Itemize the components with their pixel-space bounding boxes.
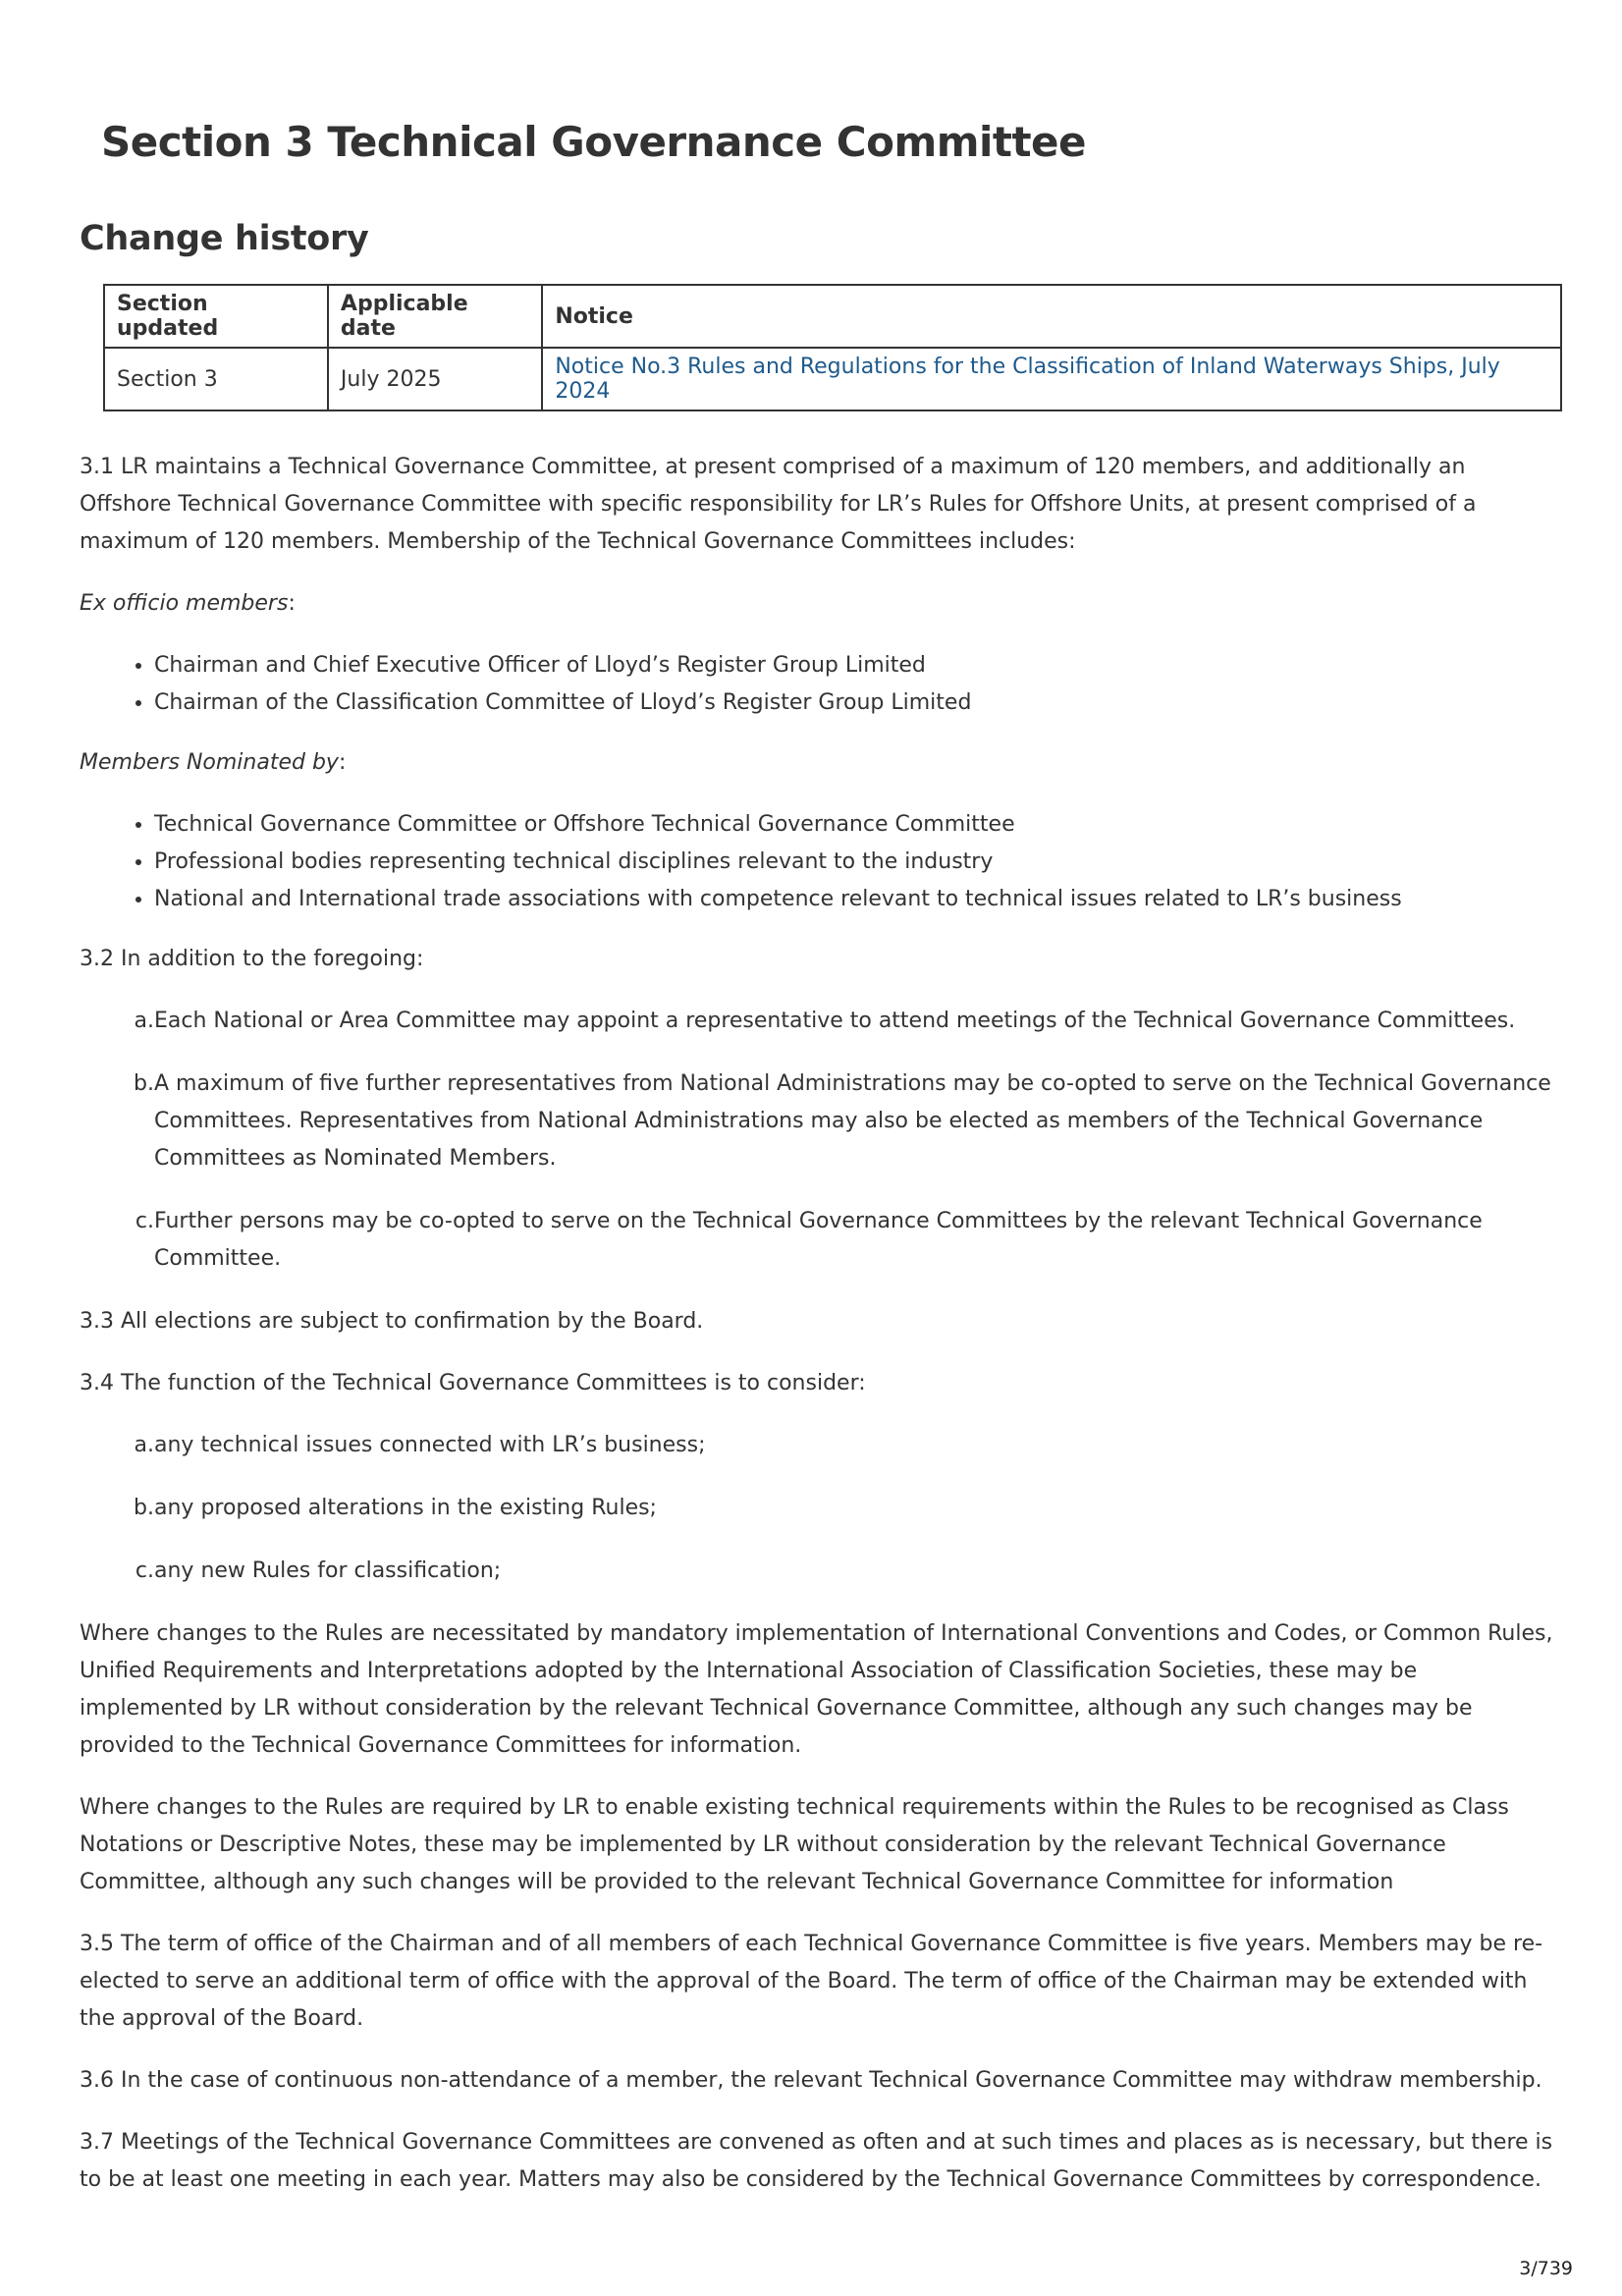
paragraph-3-5: 3.5 The term of office of the Chairman and of all members of each Technical Governance Committee is five years. Members may be re-elected to serve an additional term of office with the approval of the Board. The term of office of the Chairman may be extended with the approval of the Board. <box>80 1932 1543 2031</box>
list-marker: a. <box>134 1433 154 1457</box>
notice-link[interactable]: Notice No.3 Rules and Regulations for the Classification of Inland Waterways Ships, July 2024 <box>542 348 1561 410</box>
list-text: A maximum of five further representatives from National Administrations may be co-opted to serve on the Technical Governance Committees. Representatives from National Administrations may also be elected as members of the Technical Governance Committees as Nominated Members. <box>154 1071 1551 1171</box>
list-item: • Chairman and Chief Executive Officer of Lloyd’s Register Group Limited <box>154 647 1562 684</box>
paragraph-where-2: Where changes to the Rules are required by LR to enable existing technical requirements within the Rules to be recognised as Class Notations or Descriptive Notes, these may be implemented by LR without consideration by the relevant Technical Governance Committee, although any such changes will be provided to the relevant Technical Governance Committee for information <box>80 1795 1509 1894</box>
list-text: any technical issues connected with LR’s business; <box>154 1433 706 1457</box>
paragraph-3-2: 3.2 In addition to the foregoing: <box>80 947 424 971</box>
list-item <box>80 1490 1562 1527</box>
list-text: Each National or Area Committee may appoint a representative to attend meetings of the Technical Governance Committees. <box>154 1009 1516 1033</box>
column-header-date: Applicable date <box>328 285 542 348</box>
list-text: Further persons may be co-opted to serve on the Technical Governance Committees by the relevant Technical Governance Committee. <box>154 1209 1483 1271</box>
ex-officio-label-line <box>80 585 1562 623</box>
column-header-section: Section updated <box>104 285 328 348</box>
list-text: any new Rules for classification; <box>154 1558 502 1583</box>
ex-officio-colon: : <box>288 591 296 616</box>
paragraph-where-1: Where changes to the Rules are necessitated by mandatory implementation of International Conventions and Codes, or Common Rules, Unified Requirements and Interpretations adopted by the International Association of Classification Societies, these may be implemented by LR without consideration by the relevant Technical Governance Committee, although any such changes may be provided to the Technical Governance Committees for information. <box>80 1621 1553 1758</box>
change-history-table <box>103 284 1562 411</box>
cell-section: Section 3 <box>104 348 328 410</box>
list-item: • National and International trade associations with competence relevant to technical issues related to LR’s business <box>154 881 1562 918</box>
page-title: Section 3 Technical Governance Committee <box>101 118 1087 166</box>
list-marker: c. <box>135 1209 154 1233</box>
list-text: any proposed alterations in the existing Rules; <box>154 1496 657 1520</box>
list-item <box>80 1003 1562 1040</box>
list-marker: c. <box>135 1558 154 1583</box>
list-item <box>80 1203 1562 1278</box>
nominated-label: Members Nominated by <box>80 750 339 775</box>
document-page <box>80 118 1562 2223</box>
list-marker: b. <box>134 1496 154 1520</box>
cell-date: July 2025 <box>328 348 542 410</box>
list-item: • Chairman of the Classification Committee of Lloyd’s Register Group Limited <box>154 684 1562 722</box>
list-marker: b. <box>134 1071 154 1096</box>
nominated-list <box>80 806 1562 918</box>
list-item: • Technical Governance Committee or Offshore Technical Governance Committee <box>154 806 1562 844</box>
list-3-2 <box>80 1003 1562 1278</box>
list-item <box>80 1553 1562 1590</box>
list-item: • Professional bodies representing technical disciplines relevant to the industry <box>154 844 1562 881</box>
paragraph-3-1: 3.1 LR maintains a Technical Governance Committee, at present comprised of a maximum of 120 members, and additionally an Offshore Technical Governance Committee with specific responsibility for LR’s Rules for Offshore Units, at present comprised of a maximum of 120 members. Membership of the Technical Governance Committees includes: <box>80 455 1477 554</box>
table-header-row <box>104 285 1561 348</box>
paragraph-3-7: 3.7 Meetings of the Technical Governance Committees are convened as often and at such times and places as is necessary, but there is to be at least one meeting in each year. Matters may also be considered by the Technical Governance Committees by correspondence. <box>80 2130 1553 2192</box>
nominated-label-line <box>80 744 1562 782</box>
table-row <box>104 348 1561 410</box>
ex-officio-label: Ex officio members <box>80 591 289 616</box>
page-number: 3/739 <box>1519 2258 1573 2279</box>
list-item <box>80 1066 1562 1177</box>
list-item <box>80 1427 1562 1464</box>
ex-officio-list <box>80 647 1562 722</box>
nominated-colon: : <box>338 750 347 775</box>
list-marker: a. <box>134 1009 154 1033</box>
change-history-heading: Change history <box>80 219 369 258</box>
paragraph-3-3: 3.3 All elections are subject to confirmation by the Board. <box>80 1309 704 1334</box>
paragraph-3-4: 3.4 The function of the Technical Governance Committees is to consider: <box>80 1371 866 1395</box>
column-header-notice: Notice <box>542 285 1561 348</box>
paragraph-3-6: 3.6 In the case of continuous non-attendance of a member, the relevant Technical Governance Committee may withdraw membership. <box>80 2068 1542 2093</box>
list-3-4 <box>80 1427 1562 1590</box>
